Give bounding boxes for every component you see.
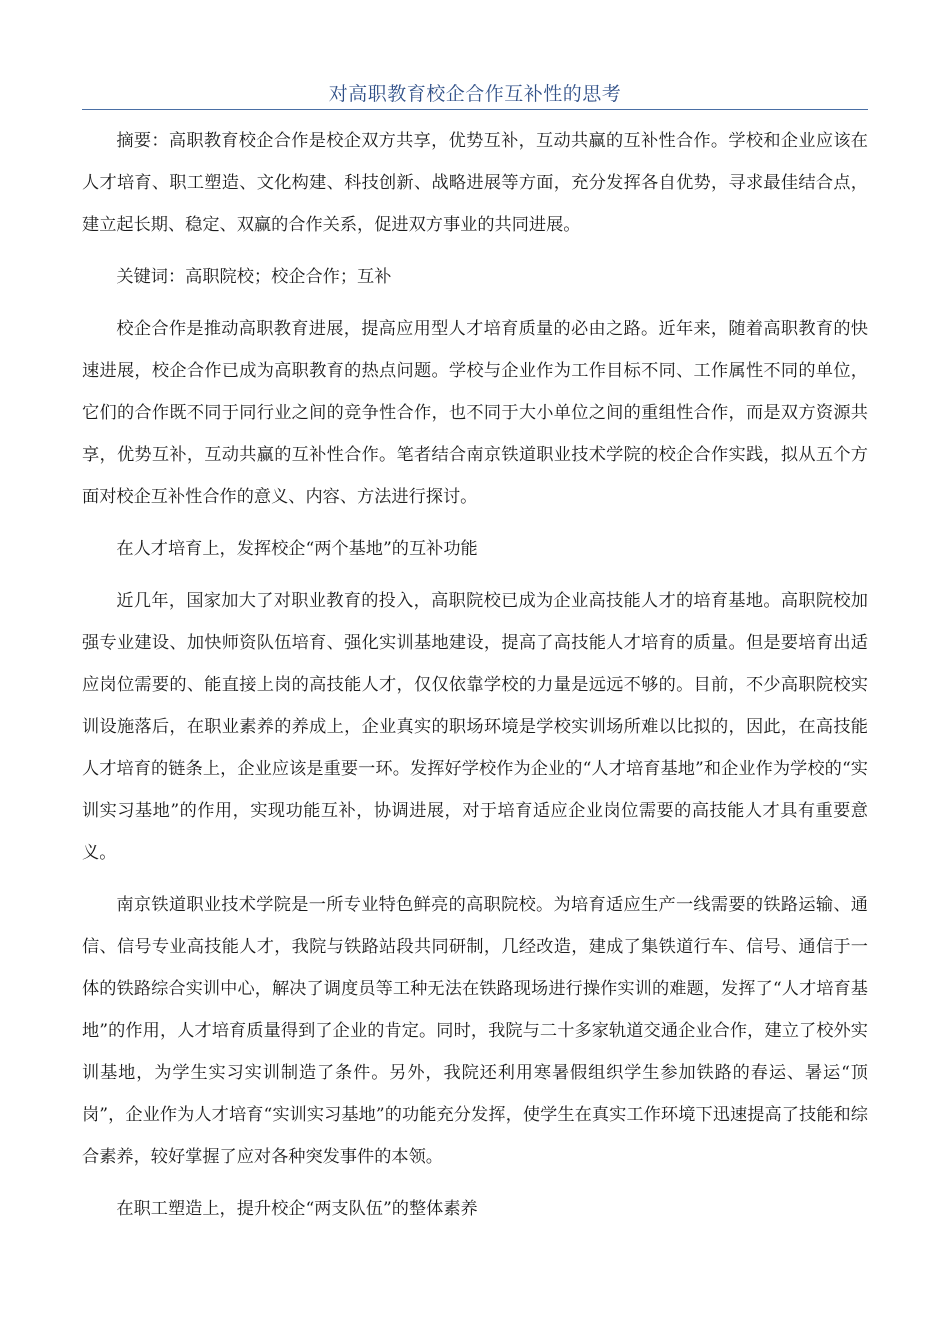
document-title: 对高职教育校企合作互补性的思考 xyxy=(82,80,868,110)
body-paragraph: 南京铁道职业技术学院是一所专业特色鲜亮的高职院校。为培育适应生产一线需要的铁路运输、通信、信号专业高技能人才，我院与铁路站段共同研制，几经改造，建成了集铁道行车、信号、通信于一体的铁路综合实训中心，解决了调度员等工种无法在铁路现场进行操作实训的难题，发挥了“人才培育基地”的作用，人才培育质量得到了企业的肯定。同时，我院与二十多家轨道交通企业合作，建立了校外实训基地，为学生实习实训制造了条件。另外，我院还利用寒暑假组织学生参加铁路的春运、暑运“顶岗”，企业作为人才培育“实训实习基地”的功能充分发挥，使学生在真实工作环境下迅速提高了技能和综合素养，较好掌握了应对各种突发事件的本领。 xyxy=(82,895,868,1167)
abstract-paragraph: 摘要：高职教育校企合作是校企双方共享，优势互补，互动共赢的互补性合作。学校和企业应该在人才培育、职工塑造、文化构建、科技创新、战略进展等方面，充分发挥各自优势，寻求最佳结合点，建立起长期、稳定、双赢的合作关系，促进双方事业的共同进展。 xyxy=(82,131,868,235)
keywords-paragraph: 关键词：高职院校；校企合作；互补 xyxy=(116,267,392,287)
intro-paragraph: 校企合作是推动高职教育进展，提高应用型人才培育质量的必由之路。近年来，随着高职教育的快速进展，校企合作已成为高职教育的热点问题。学校与企业作为工作目标不同、工作属性不同的单位，它们的合作既不同于同行业之间的竞争性合作，也不同于大小单位之间的重组性合作，而是双方资源共享，优势互补，互动共赢的互补性合作。笔者结合南京铁道职业技术学院的校企合作实践，拟从五个方面对校企互补性合作的意义、内容、方法进行探讨。 xyxy=(82,319,868,507)
document-page xyxy=(82,0,868,1230)
section-heading-staff: 在职工塑造上，提升校企“两支队伍”的整体素养 xyxy=(116,1199,478,1219)
body-paragraph: 近几年，国家加大了对职业教育的投入，高职院校已成为企业高技能人才的培育基地。高职院校加强专业建设、加快师资队伍培育、强化实训基地建设，提高了高技能人才培育的质量。但是要培育出适应岗位需要的、能直接上岗的高技能人才，仅仅依靠学校的力量是远远不够的。目前，不少高职院校实训设施落后，在职业素养的养成上，企业真实的职场环境是学校实训场所难以比拟的，因此，在高技能人才培育的链条上，企业应该是重要一环。发挥好学校作为企业的“人才培育基地”和企业作为学校的“实训实习基地”的作用，实现功能互补，协调进展，对于培育适应企业岗位需要的高技能人才具有重要意义。 xyxy=(82,591,868,863)
section-heading-talent: 在人才培育上，发挥校企“两个基地”的互补功能 xyxy=(116,539,478,559)
